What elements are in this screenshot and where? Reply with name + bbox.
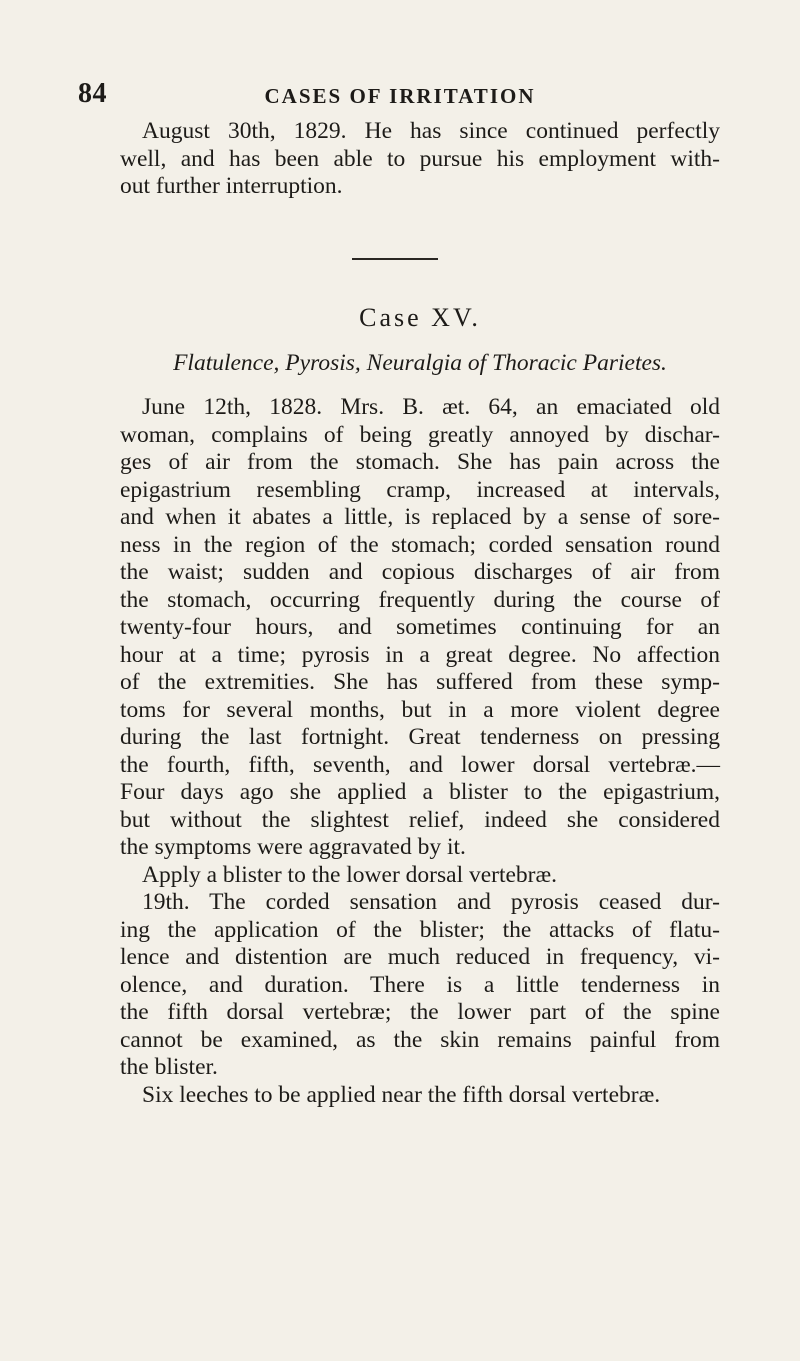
- text-line: June 12th, 1828. Mrs. B. æt. 64, an emaciated old: [142, 394, 720, 420]
- text-line: out further interruption.: [120, 173, 343, 199]
- text-line: epigastrium resembling cramp, increased at intervals,: [120, 476, 720, 503]
- text-line: Apply a blister to the lower dorsal vertebræ.: [142, 861, 558, 888]
- text-line: the fourth, fifth, seventh, and lower dorsal vertebræ.—: [120, 751, 720, 778]
- text-line: the blister.: [120, 1054, 218, 1080]
- text-line: and when it abates a little, is replaced by a sense of sore-: [120, 504, 720, 530]
- text-line: well, and has been able to pursue his employment with-: [120, 145, 720, 172]
- text-line: the fifth dorsal vertebræ; the lower part of the spine: [120, 999, 720, 1025]
- paragraph-prescription-2: [120, 1082, 720, 1110]
- text-line: woman, complains of being greatly annoyed by dischar-: [120, 421, 720, 448]
- case-subtitle: Flatulence, Pyrosis, Neuralgia of Thoracic Parietes.: [173, 350, 667, 376]
- text-line: Six leeches to be applied near the fifth dorsal vertebræ.: [142, 1081, 661, 1108]
- paragraph-prescription-1: [120, 862, 720, 890]
- paragraph-case-history: [120, 394, 720, 862]
- text-line: ges of air from the stomach. She has pain across the: [120, 449, 720, 475]
- body-text: [120, 394, 720, 1109]
- text-line: but without the slightest relief, indeed she considered: [120, 806, 720, 833]
- page-header: [78, 78, 722, 114]
- text-line: toms for several months, but in a more violent degree: [120, 696, 720, 723]
- text-line: the waist; sudden and copious discharges of air from: [120, 559, 720, 585]
- text-line: of the extremities. She has suffered from these symp-: [120, 669, 720, 695]
- paragraph-follow-up: [120, 889, 720, 1082]
- intro-paragraph: [120, 118, 720, 201]
- text-line: cannot be examined, as the skin remains painful from: [120, 1026, 720, 1053]
- text-line: the stomach, occurring frequently during the course of: [120, 586, 720, 613]
- text-line: 19th. The corded sensation and pyrosis ceased dur-: [142, 889, 720, 915]
- text-line: August 30th, 1829. He has since continued perfectly: [142, 118, 720, 144]
- text-line: ness in the region of the stomach; corded sensation round: [120, 531, 720, 558]
- text-line: during the last fortnight. Great tenderness on pressing: [120, 724, 720, 750]
- text-line: lence and distention are much reduced in frequency, vi-: [120, 944, 720, 970]
- text-line: twenty-four hours, and sometimes continuing for an: [120, 614, 720, 640]
- text-line: Four days ago she applied a blister to the epigastrium,: [120, 779, 720, 805]
- section-divider: [352, 258, 438, 260]
- text-line: olence, and duration. There is a little tenderness in: [120, 971, 720, 998]
- page-number: 84: [78, 78, 107, 109]
- text-line: hour at a time; pyrosis in a great degree. No affection: [120, 641, 720, 668]
- text-line: ing the application of the blister; the attacks of flatu-: [120, 916, 720, 943]
- text-line: the symptoms were aggravated by it.: [120, 834, 466, 860]
- running-head: CASES OF IRRITATION: [264, 84, 536, 108]
- case-heading: Case XV.: [359, 303, 481, 332]
